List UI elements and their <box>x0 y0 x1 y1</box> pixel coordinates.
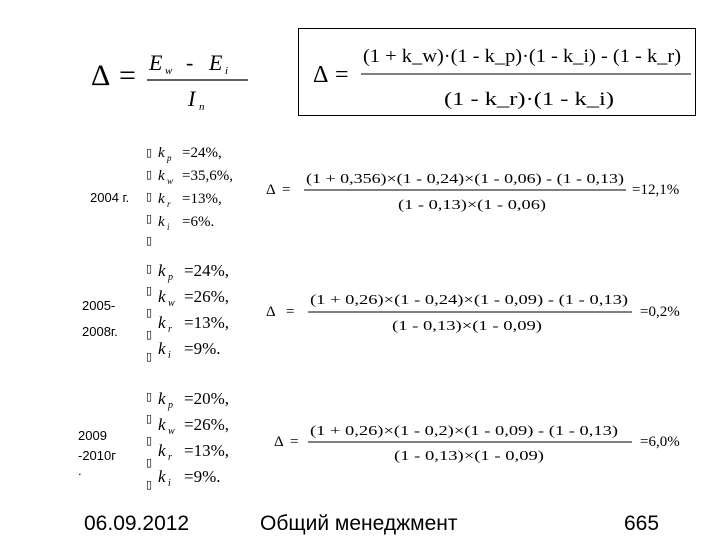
rate-kp <box>158 261 229 283</box>
svg-text:p: p <box>168 400 173 411</box>
calc-numerator: (1 + 0,356)×(1 - 0,24)×(1 - 0,06) - (1 - 0,13) <box>306 172 625 187</box>
period-label <box>90 190 129 205</box>
svg-text:=26%,: =26%, <box>184 287 229 306</box>
numerator-e: E <box>149 50 163 75</box>
calculation-svg <box>262 282 702 340</box>
formula-right-svg <box>299 29 695 115</box>
period-label-line: 2009 <box>78 428 107 443</box>
svg-text:=13%,: =13%, <box>184 441 229 460</box>
svg-text:k: k <box>158 415 166 434</box>
rate-ki <box>158 339 221 361</box>
period-label <box>78 426 116 476</box>
rate-kp <box>158 389 229 411</box>
period-label-line: -2010г <box>78 448 116 463</box>
delta-symbol: Δ <box>313 62 329 88</box>
denominator-i-sub: n <box>199 101 205 113</box>
calc-result: =6,0% <box>640 434 680 450</box>
equals-sign: = <box>335 62 349 88</box>
svg-text:i: i <box>167 222 170 232</box>
formula-box <box>298 28 696 116</box>
period-label-line: . <box>78 463 82 478</box>
svg-text:=6%.: =6%. <box>182 214 215 230</box>
period-label-line: 2008г. <box>82 324 118 339</box>
svg-text:k: k <box>158 214 165 230</box>
equals-sign: = <box>282 182 291 198</box>
footer-page-number: 665 <box>624 512 660 535</box>
calc-result: =12,1% <box>632 182 680 198</box>
period-label <box>82 293 118 345</box>
svg-text:p: p <box>168 272 173 283</box>
svg-text:i: i <box>168 478 171 489</box>
svg-text:=26%,: =26%, <box>184 415 229 434</box>
rates-svg <box>156 140 266 240</box>
calc-numerator: (1 + 0,26)×(1 - 0,2)×(1 - 0,09) - (1 - 0,13) <box>310 424 619 439</box>
svg-text:k: k <box>158 313 166 332</box>
svg-text:=35,6%,: =35,6%, <box>182 168 233 184</box>
svg-text:i: i <box>168 350 171 361</box>
svg-text:r: r <box>168 452 172 463</box>
numerator-minus: - <box>186 50 194 75</box>
rate-kr <box>158 313 229 335</box>
svg-text:r: r <box>168 324 172 335</box>
footer-date: 06.09.2012 <box>84 512 190 535</box>
svg-text:k: k <box>158 287 166 306</box>
svg-text:k: k <box>158 441 166 460</box>
svg-text:=9%.: =9%. <box>184 467 221 486</box>
rate-ki <box>158 467 221 489</box>
period-label-line: 2004 г. <box>90 190 130 205</box>
rate-kw <box>158 168 233 186</box>
rate-kw <box>158 287 229 309</box>
numerator-e2: E <box>209 50 223 75</box>
rates-svg <box>156 256 266 364</box>
svg-text:k: k <box>158 145 165 161</box>
calc-denominator: (1 - 0,13)×(1 - 0,06) <box>398 198 547 213</box>
svg-text:=13%,: =13%, <box>182 191 222 207</box>
equals-sign: = <box>286 304 295 320</box>
equals-sign: = <box>290 434 299 450</box>
svg-text:k: k <box>158 168 165 184</box>
svg-text:=24%,: =24%, <box>184 261 229 280</box>
svg-text:k: k <box>158 191 165 207</box>
delta-symbol: Δ <box>91 59 111 92</box>
numerator-e-sub: w <box>165 65 173 77</box>
svg-text:w: w <box>168 298 175 309</box>
svg-text:=13%,: =13%, <box>184 313 229 332</box>
period-label-line: 2005- <box>82 298 116 313</box>
calculation-svg <box>262 160 702 218</box>
denominator-i: I <box>188 86 196 111</box>
calc-numerator: (1 + 0,26)×(1 - 0,24)×(1 - 0,09) - (1 - 0,13) <box>310 293 629 308</box>
rate-kw <box>158 415 229 437</box>
rates-svg <box>156 384 266 494</box>
formula-left-svg <box>85 40 260 115</box>
calculation-svg <box>270 414 700 472</box>
numerator-e2-sub: i <box>225 65 229 77</box>
delta-symbol: Δ <box>266 182 276 198</box>
rate-kp <box>158 145 222 163</box>
svg-text:k: k <box>158 339 166 358</box>
svg-text:k: k <box>158 261 166 280</box>
formula-denominator: (1 - k_r)·(1 - k_i) <box>444 89 614 110</box>
svg-text:=20%,: =20%, <box>184 389 229 408</box>
svg-text:r: r <box>167 199 171 209</box>
formula-numerator: (1 + k_w)·(1 - k_p)·(1 - k_i) - (1 - k_r) <box>363 46 681 67</box>
svg-text:=9%.: =9%. <box>184 339 221 358</box>
svg-text:k: k <box>158 467 166 486</box>
footer-title: Общий менеджмент <box>260 512 458 535</box>
calc-result: =0,2% <box>640 304 680 320</box>
delta-symbol: Δ <box>274 434 284 450</box>
calc-denominator: (1 - 0,13)×(1 - 0,09) <box>392 319 543 334</box>
rate-kr <box>158 191 222 209</box>
svg-text:w: w <box>167 176 174 186</box>
equals-sign: = <box>119 59 136 92</box>
svg-text:=24%,: =24%, <box>182 145 222 161</box>
svg-text:k: k <box>158 389 166 408</box>
rate-kr <box>158 441 229 463</box>
svg-text:p: p <box>167 153 172 163</box>
delta-symbol: Δ <box>266 304 276 320</box>
svg-text:w: w <box>168 426 175 437</box>
calc-denominator: (1 - 0,13)×(1 - 0,09) <box>394 449 545 464</box>
rate-ki <box>158 214 214 232</box>
